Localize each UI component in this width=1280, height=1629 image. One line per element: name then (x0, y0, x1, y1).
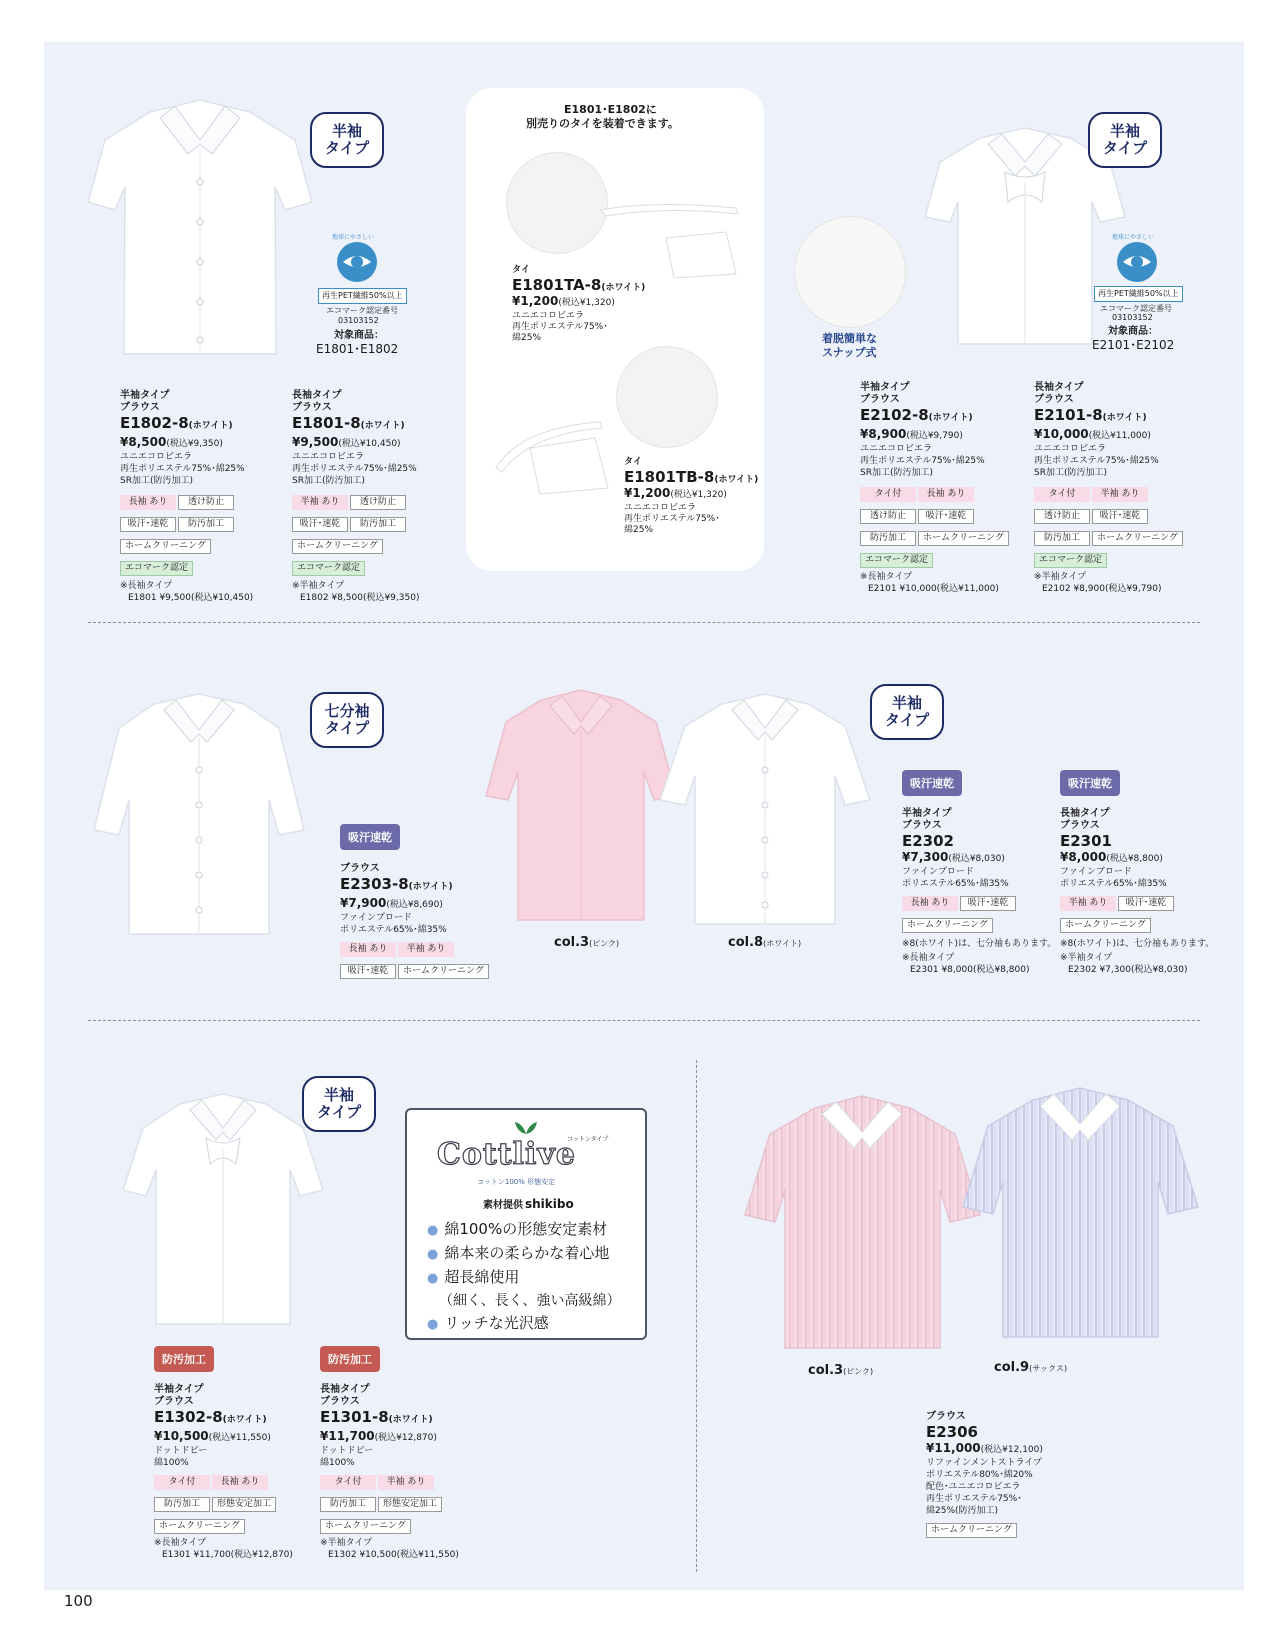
fabric: ユニエコロビエラ (292, 452, 365, 462)
eco-seal-arc-text: 地球にやさしい (1112, 234, 1155, 241)
tie-header-line1: E1801･E1802に (564, 103, 657, 116)
tie-a-fabric: ユニエコロビエラ (512, 311, 585, 321)
tie-b-material2: 綿25% (624, 525, 654, 535)
badge-line1: 七分袖 (324, 702, 370, 720)
price-value: ¥1,200 (512, 294, 559, 308)
product-price (902, 850, 1062, 866)
tag: 吸汗･速乾 (918, 509, 974, 524)
product-e2302 (902, 808, 1062, 976)
product-e2101 (1034, 382, 1204, 595)
tag: ホームクリーニング (154, 1519, 245, 1534)
tag: ホームクリーニング (1092, 531, 1183, 546)
model-code: E2303-8 (340, 875, 409, 893)
tie-a-label: タイ (512, 265, 530, 275)
bullet-subtext: （細く、長く、強い高級綿） (439, 1293, 621, 1309)
cottlive-sub: コットンタイプ (567, 1136, 609, 1143)
model-code: E1302-8 (154, 1408, 223, 1426)
tie-a-material1: 再生ポリエステル75%･ (512, 322, 608, 332)
product-model (860, 406, 1030, 427)
feature-badge: 防汚加工 (154, 1346, 214, 1372)
feature-badge: 防汚加工 (320, 1346, 380, 1372)
tag: 形態安定加工 (212, 1497, 276, 1512)
model-color: (ホワイト) (928, 413, 973, 423)
tag: 長袖 あり (212, 1475, 268, 1490)
tag: 防汚加工 (320, 1497, 376, 1512)
target-label: 対象商品： (1108, 326, 1158, 337)
price-tax: (税込¥8,690) (386, 900, 443, 910)
tag: タイ付 (1034, 487, 1090, 502)
tie-b-price (624, 486, 727, 502)
finish: SR加工(防汚加工) (860, 468, 933, 478)
price-tax: (税込¥11,000) (1088, 431, 1151, 441)
color-name: (ピンク) (843, 1367, 874, 1376)
provider-label: 素材提供 (483, 1200, 523, 1211)
tag: 防汚加工 (154, 1497, 210, 1512)
product-model (154, 1408, 314, 1429)
model-code: E2102-8 (860, 406, 929, 424)
product-e1301 (320, 1384, 480, 1561)
product-name: ブラウス (154, 1396, 194, 1407)
product-name: ブラウス (1034, 394, 1074, 405)
note: ※半袖タイプ (320, 1538, 373, 1548)
price-tax: (税込¥1,320) (670, 490, 727, 500)
note: E1302 ¥10,500(税込¥11,550) (328, 1550, 459, 1560)
tag: エコマーク認定 (860, 553, 933, 568)
tie-b-collar-photo (616, 346, 718, 448)
product-price (292, 435, 452, 451)
product-type: 半袖タイプ (902, 808, 952, 819)
tag: 吸汗･速乾 (960, 896, 1016, 911)
product-type: 半袖タイプ (120, 390, 170, 401)
product-price (926, 1441, 1106, 1457)
blouse-e1302-photo (118, 1090, 328, 1330)
price-value: ¥11,000 (926, 1441, 981, 1455)
model-code: E1801TB-8 (624, 468, 715, 486)
eco-seal-arc-text: 地球にやさしい (332, 234, 375, 241)
tag: ホームクリーニング (1060, 918, 1151, 933)
page-number: 100 (64, 1592, 93, 1610)
model-color: (ホワイト) (408, 882, 453, 892)
bullet: ● リッチな光沢感 (427, 1312, 620, 1336)
note: ※長袖タイプ (120, 581, 173, 591)
price-tax: (税込¥8,800) (1106, 854, 1163, 864)
product-model (120, 414, 280, 435)
price-tax: (税込¥11,550) (208, 1433, 271, 1443)
tie-option-box (466, 88, 764, 571)
price-tax: (税込¥12,870) (374, 1433, 437, 1443)
price-tax: (税込¥1,320) (558, 298, 615, 308)
tag: 吸汗･速乾 (340, 964, 396, 979)
tag: エコマーク認定 (292, 561, 365, 576)
product-model (1034, 406, 1204, 427)
price-value: ¥8,500 (120, 435, 167, 449)
product-type: 半袖タイプ (154, 1384, 204, 1395)
product-price (860, 427, 1030, 443)
accent-material: 綿25%(防汚加工) (926, 1506, 999, 1516)
tag: ホームクリーニング (918, 531, 1009, 546)
note: E1802 ¥8,500(税込¥9,350) (300, 593, 420, 603)
product-name: ブラウス (1060, 820, 1100, 831)
tag: エコマーク認定 (120, 561, 193, 576)
price-value: ¥8,900 (860, 427, 907, 441)
tag: 吸汗･速乾 (1092, 509, 1148, 524)
tag: 透け防止 (1034, 509, 1090, 524)
model-color: (ホワイト) (601, 283, 646, 293)
model-code: E2101-8 (1034, 406, 1103, 424)
product-type: 半袖タイプ (860, 382, 910, 393)
tie-a-photo (596, 198, 746, 278)
eco-cert-label: エコマーク認定番号 (1100, 304, 1172, 313)
finish: SR加工(防汚加工) (1034, 468, 1107, 478)
tie-a-material2: 綿25% (512, 333, 542, 343)
tag: タイ付 (154, 1475, 210, 1490)
badge-line1: 半袖 (323, 1086, 354, 1104)
tag: 長袖 あり (918, 487, 974, 502)
note: E2302 ¥7,300(税込¥8,030) (1068, 965, 1188, 975)
target-items: E2101･E2102 (1092, 338, 1175, 352)
color-name: (ピンク) (589, 939, 620, 948)
target-label: 対象商品： (334, 330, 384, 341)
tag: ホームクリーニング (292, 539, 383, 554)
material: 再生ポリエステル75%･綿25% (120, 464, 245, 474)
tag: 防汚加工 (1034, 531, 1090, 546)
price-value: ¥10,500 (154, 1429, 209, 1443)
note: ※半袖タイプ (1060, 953, 1113, 963)
model-color: (ホワイト) (714, 475, 759, 485)
cottlive-tagline: コットン100% 形態安定 (477, 1178, 556, 1186)
cottlive-info-box (405, 1108, 647, 1340)
product-model: E2301 (1060, 832, 1112, 850)
product-type: 長袖タイプ (320, 1384, 370, 1395)
product-model (320, 1408, 480, 1429)
product-name: ブラウス (860, 394, 900, 405)
tag: 防汚加工 (860, 531, 916, 546)
product-e2102 (860, 382, 1030, 595)
price-tax: (税込¥10,450) (338, 439, 401, 449)
tie-a-price (512, 294, 615, 310)
badge-line2: タイプ (324, 719, 370, 737)
tie-a-collar-photo (506, 152, 608, 254)
target-items: E1801･E1802 (316, 342, 399, 356)
badge-line2: タイプ (324, 139, 370, 157)
note: ※半袖タイプ (1034, 572, 1087, 582)
fabric: ユニエコロビエラ (1034, 444, 1107, 454)
tag: 形態安定加工 (378, 1497, 442, 1512)
material: 再生ポリエステル75%･綿25% (1034, 456, 1159, 466)
material: 再生ポリエステル75%･綿25% (860, 456, 985, 466)
badge-line1: 半袖 (1109, 122, 1140, 140)
fabric: ユニエコロビエラ (120, 452, 193, 462)
feature-badge: 吸汗速乾 (902, 770, 962, 796)
product-name: ブラウス (926, 1411, 966, 1422)
note: ※長袖タイプ (154, 1538, 207, 1548)
color-code: col.8 (728, 935, 764, 950)
fabric: ファインブロード (340, 913, 412, 923)
tag: 半袖 あり (1092, 487, 1148, 502)
color-caption-pink (808, 1363, 873, 1378)
blouse-e2303-photo (74, 690, 324, 940)
tag: ホームクリーニング (120, 539, 211, 554)
material: 綿100% (320, 1458, 355, 1468)
product-type: 長袖タイプ (1034, 382, 1084, 393)
note: E2101 ¥10,000(税込¥11,000) (868, 584, 999, 594)
price-tax: (税込¥8,030) (948, 854, 1005, 864)
model-color: (ホワイト) (1102, 413, 1147, 423)
badge-short-sleeve-4 (302, 1076, 376, 1132)
model-code: E1801-8 (292, 414, 361, 432)
fabric: ドットドビー (154, 1446, 208, 1456)
snap-caption-line1: 着脱簡単な (822, 332, 877, 345)
color-code: col.9 (994, 1360, 1030, 1375)
tag: ホームクリーニング (398, 964, 489, 979)
note: ※長袖タイプ (902, 953, 955, 963)
product-name: ブラウス (902, 820, 942, 831)
note: E2301 ¥8,000(税込¥8,800) (910, 965, 1030, 975)
blouse-e1802-photo (80, 92, 320, 362)
badge-line2: タイプ (316, 1103, 362, 1121)
price-value: ¥9,500 (292, 435, 339, 449)
product-e2301 (1060, 808, 1220, 976)
tie-b-fabric: ユニエコロビエラ (624, 503, 697, 513)
tag: 吸汗･速乾 (1118, 896, 1174, 911)
column-divider (696, 1060, 697, 1572)
tag: ホームクリーニング (926, 1523, 1017, 1538)
tie-b-label: タイ (624, 457, 642, 467)
eco-cert-number: 03103152 (338, 316, 379, 325)
product-price (154, 1429, 314, 1445)
tie-b-photo (490, 418, 620, 498)
tag: ホームクリーニング (902, 918, 993, 933)
product-type: 長袖タイプ (292, 390, 342, 401)
color-caption-white (728, 935, 801, 950)
bullet: ● 超長綿使用 (427, 1266, 620, 1290)
tag: 長袖 あり (340, 942, 396, 957)
product-price (120, 435, 280, 451)
product-e2306 (926, 1411, 1106, 1539)
tag: 透け防止 (178, 495, 234, 510)
product-e1801 (292, 390, 452, 604)
product-name: ブラウス (340, 863, 380, 874)
note: E2102 ¥8,900(税込¥9,790) (1042, 584, 1162, 594)
section-divider (88, 622, 1200, 623)
price-tax: (税込¥9,790) (906, 431, 963, 441)
tie-b-material1: 再生ポリエステル75%･ (624, 514, 720, 524)
tag: 吸汗･速乾 (292, 517, 348, 532)
badge-short-sleeve-3 (870, 684, 944, 740)
model-code: E1802-8 (120, 414, 189, 432)
blouse-e2306-sax-photo (958, 1082, 1203, 1344)
badge-short-sleeve-1 (310, 112, 384, 168)
product-price (1034, 427, 1204, 443)
eco-pet-label: 再生PET繊維50%以上 (1094, 286, 1183, 302)
cottlive-bullets (427, 1218, 620, 1336)
cottlive-logo: Cottlive (437, 1137, 576, 1172)
product-e1802 (120, 390, 280, 604)
tag: 半袖 あり (292, 495, 348, 510)
note: E1301 ¥11,700(税込¥12,870) (162, 1550, 293, 1560)
tag: 半袖 あり (378, 1475, 434, 1490)
section-divider (88, 1020, 1200, 1021)
badge-short-sleeve-2 (1088, 112, 1162, 168)
tag: ホームクリーニング (320, 1519, 411, 1534)
material: 綿100% (154, 1458, 189, 1468)
product-price (320, 1429, 480, 1445)
model-color: (ホワイト) (188, 421, 233, 431)
eco-pet-label: 再生PET繊維50%以上 (318, 288, 407, 304)
badge-three-quarter-sleeve (310, 692, 384, 748)
fabric: ユニエコロビエラ (860, 444, 933, 454)
material: ポリエステル65%･綿35% (1060, 879, 1167, 889)
price-value: ¥7,900 (340, 896, 387, 910)
price-tax: (税込¥12,100) (980, 1445, 1043, 1455)
material: ポリエステル65%･綿35% (340, 925, 447, 935)
badge-line1: 半袖 (331, 122, 362, 140)
finish: SR加工(防汚加工) (120, 476, 193, 486)
tag: タイ付 (320, 1475, 376, 1490)
model-color: (ホワイト) (360, 421, 405, 431)
bullet: ● 綿100%の形態安定素材 (427, 1218, 620, 1242)
eco-cert-label: エコマーク認定番号 (326, 306, 398, 315)
color-code: col.3 (808, 1363, 844, 1378)
cottlive-leaf-icon (511, 1120, 541, 1136)
tag: タイ付 (860, 487, 916, 502)
blouse-e2306-pink-photo (740, 1090, 985, 1355)
color-caption-sax (994, 1360, 1067, 1375)
product-type: 長袖タイプ (1060, 808, 1110, 819)
product-model: E2302 (902, 832, 954, 850)
tag: 透け防止 (350, 495, 406, 510)
model-code: E1801TA-8 (512, 276, 602, 294)
provider-name: shikibo (525, 1197, 574, 1211)
price-value: ¥7,300 (902, 850, 949, 864)
material: 再生ポリエステル75%･綿25% (292, 464, 417, 474)
price-value: ¥1,200 (624, 486, 671, 500)
color-caption-pink (554, 935, 619, 950)
color-name: (サックス) (1029, 1364, 1068, 1373)
fabric: リファインメントストライプ (926, 1458, 1042, 1468)
tag: 吸汗･速乾 (120, 517, 176, 532)
product-model: E2306 (926, 1423, 978, 1441)
bullet: ● 綿本来の柔らかな着心地 (427, 1242, 620, 1266)
model-color: (ホワイト) (388, 1415, 433, 1425)
model-code: E1301-8 (320, 1408, 389, 1426)
material: ポリエステル80%･綿20% (926, 1470, 1033, 1480)
note: ※8(ホワイト)は、七分袖もあります。 (1060, 939, 1215, 949)
blouse-e2302-white-photo (650, 690, 880, 930)
tag: 防汚加工 (350, 517, 406, 532)
product-name: ブラウス (320, 1396, 360, 1407)
snap-detail-photo (794, 216, 906, 328)
badge-line1: 半袖 (891, 694, 922, 712)
snap-caption-line2: スナップ式 (822, 346, 877, 359)
accent-fabric: 配色･ユニエコロビエラ (926, 1482, 1021, 1492)
price-value: ¥8,000 (1060, 850, 1107, 864)
tie-header-line2: 別売りのタイを装着できます。 (526, 117, 679, 130)
fabric: ファインブロード (902, 867, 974, 877)
price-value: ¥10,000 (1034, 427, 1089, 441)
feature-badge: 吸汗速乾 (1060, 770, 1120, 796)
product-model (292, 414, 452, 435)
color-code: col.3 (554, 935, 590, 950)
finish: SR加工(防汚加工) (292, 476, 365, 486)
model-color: (ホワイト) (222, 1415, 267, 1425)
tag: 長袖 あり (902, 896, 958, 911)
fabric: ドットドビー (320, 1446, 374, 1456)
material: ポリエステル65%･綿35% (902, 879, 1009, 889)
note: ※8(ホワイト)は、七分袖もあります。 (902, 939, 1057, 949)
product-e1302 (154, 1384, 314, 1561)
badge-line2: タイプ (1102, 139, 1148, 157)
tag: 半袖 あり (1060, 896, 1116, 911)
eco-cert-number: 03103152 (1112, 313, 1153, 322)
tag: 防汚加工 (178, 517, 234, 532)
price-tax: (税込¥9,350) (166, 439, 223, 449)
tag: エコマーク認定 (1034, 553, 1107, 568)
cottlive-provider (483, 1198, 574, 1212)
badge-line2: タイプ (884, 711, 930, 729)
product-name: ブラウス (292, 402, 332, 413)
fabric: ファインブロード (1060, 867, 1132, 877)
note: ※半袖タイプ (292, 581, 345, 591)
product-price (1060, 850, 1220, 866)
color-name: (ホワイト) (763, 939, 802, 948)
note: ※長袖タイプ (860, 572, 913, 582)
feature-badge: 吸汗速乾 (340, 824, 400, 850)
tag: 長袖 あり (120, 495, 176, 510)
product-name: ブラウス (120, 402, 160, 413)
accent-material: 再生ポリエステル75%･ (926, 1494, 1022, 1504)
price-value: ¥11,700 (320, 1429, 375, 1443)
note: E1801 ¥9,500(税込¥10,450) (128, 593, 254, 603)
tag: 透け防止 (860, 509, 916, 524)
tag: 半袖 あり (398, 942, 454, 957)
